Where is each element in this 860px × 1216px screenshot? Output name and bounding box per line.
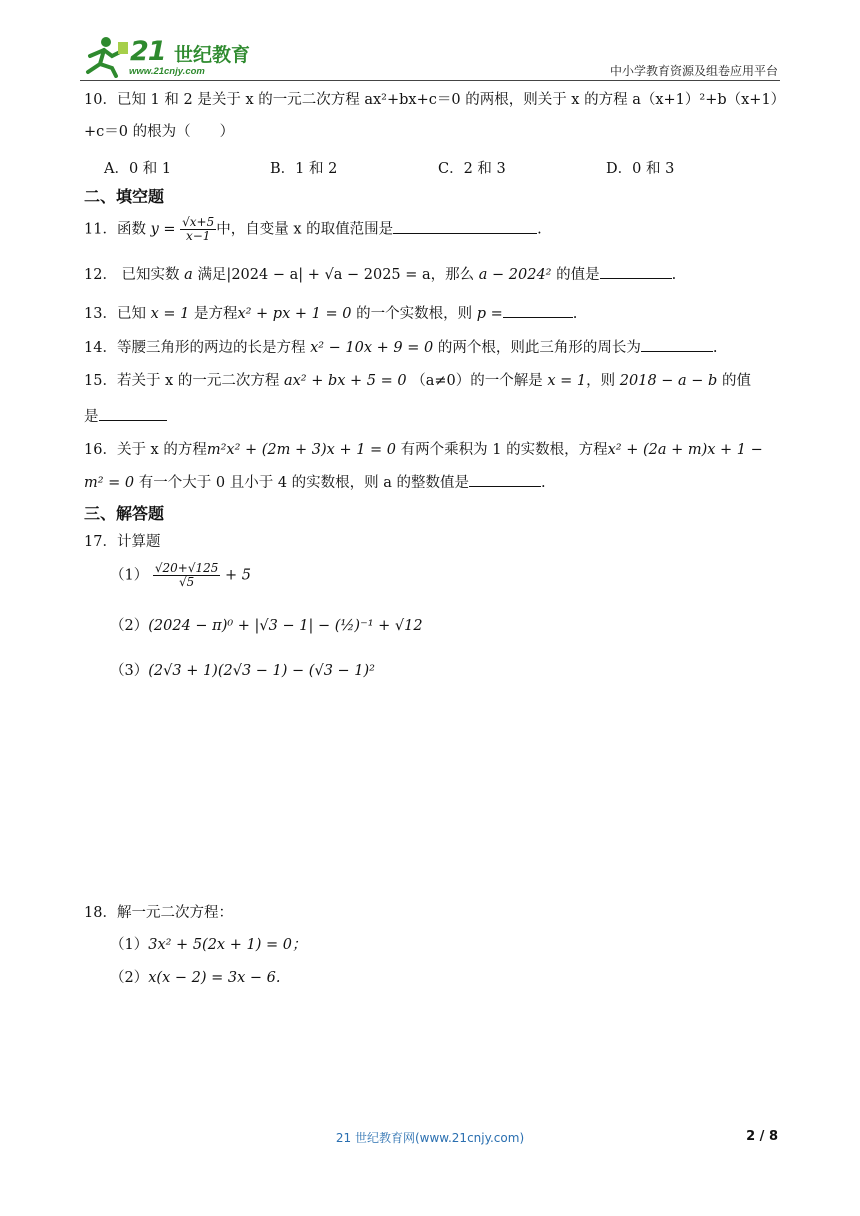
q14: 14．等腰三角形的两边的长是方程 x² − 10x + 9 = 0 的两个根，则此三角形的周长为 . bbox=[84, 337, 717, 358]
q11-suffix: 中，自变量 x 的取值范围是 bbox=[216, 221, 394, 238]
q11: 11．函数 y = $\frac{√x+5}{x-1}$ 中，自变量 x 的取值范围是 . bbox=[84, 215, 542, 243]
q16-answer-blank bbox=[469, 472, 541, 487]
q13: 13．已知 x = 1 是方程x² + px + 1 = 0 的一个实数根，则 p = . bbox=[84, 303, 577, 324]
logo-text: 世纪教育 bbox=[174, 44, 251, 66]
platform-title: 中小学教育资源及组卷应用平台 bbox=[609, 64, 778, 78]
q13-answer-blank bbox=[503, 303, 573, 318]
section-fill-in: 二、填空题 bbox=[84, 187, 165, 206]
q14-answer-blank bbox=[641, 337, 713, 352]
header-divider bbox=[80, 80, 780, 81]
q15-answer-blank bbox=[99, 406, 167, 421]
q15-line2: 是 bbox=[84, 406, 167, 427]
section-solve: 三、解答题 bbox=[84, 504, 165, 523]
q18-part1: （1）3x² + 5(2x + 1) = 0； bbox=[110, 937, 307, 953]
q11-fraction: $\frac{√x+5}{x-1}$ bbox=[182, 215, 215, 243]
q10-option-b: B．1 和 2 bbox=[270, 161, 338, 177]
q10-option-d: D．0 和 3 bbox=[606, 161, 675, 177]
q18-title: 18．解一元二次方程： bbox=[84, 905, 233, 921]
q10-line2: +c＝0 的根为（ ） bbox=[84, 124, 235, 140]
q10-line1: 10．已知 1 和 2 是关于 x 的一元二次方程 ax²+bx+c＝0 的两根，则关于 x 的方程 a（x+1）²+b（x+1） bbox=[84, 92, 786, 108]
page-number: 2 / 8 bbox=[746, 1129, 778, 1144]
footer-site: 21 世纪教育网(www.21cnjy.com) bbox=[335, 1131, 525, 1145]
q11-y: y = bbox=[150, 221, 176, 238]
q17-part3: （3）(2√3 + 1)(2√3 − 1) − (√3 − 1)² bbox=[110, 663, 375, 679]
q18-part2: （2）x(x − 2) = 3x − 6. bbox=[110, 970, 281, 986]
q12: 12． 已知实数 a 满足|2024 − a| + √a − 2025 = a，那么 a − 2024² 的值是 . bbox=[84, 264, 676, 285]
q16-line2: m² = 0 有一个大于 0 且小于 4 的实数根，则 a 的整数值是 . bbox=[84, 472, 546, 493]
q17-title: 17．计算题 bbox=[84, 534, 161, 550]
q16-line1: 16．关于 x 的方程m²x² + (2m + 3)x + 1 = 0 有两个乘积为 1 的实数根，方程x² + (2a + m)x + 1 − bbox=[84, 442, 763, 458]
logo-url: www.21cnjy.com bbox=[129, 66, 205, 77]
q11-prefix: 11．函数 bbox=[84, 221, 146, 238]
q11-answer-blank bbox=[393, 219, 537, 234]
q12-answer-blank bbox=[600, 264, 672, 279]
q10-option-a: A．0 和 1 bbox=[104, 161, 172, 177]
logo-runner-icon bbox=[80, 34, 130, 78]
q17-part1: （1） $\frac{√20+√125}{√5}$ + 5 bbox=[110, 561, 251, 589]
q17-part2: （2）(2024 − π)⁰ + |√3 − 1| − (½)⁻¹ + √12 bbox=[110, 618, 423, 634]
q15-line1: 15．若关于 x 的一元二次方程 ax² + bx + 5 = 0 （a≠0）的一个解是 x = 1，则 2018 − a − b 的值 bbox=[84, 373, 751, 389]
q10-option-c: C．2 和 3 bbox=[438, 161, 506, 177]
logo-number: 21 bbox=[130, 36, 166, 67]
